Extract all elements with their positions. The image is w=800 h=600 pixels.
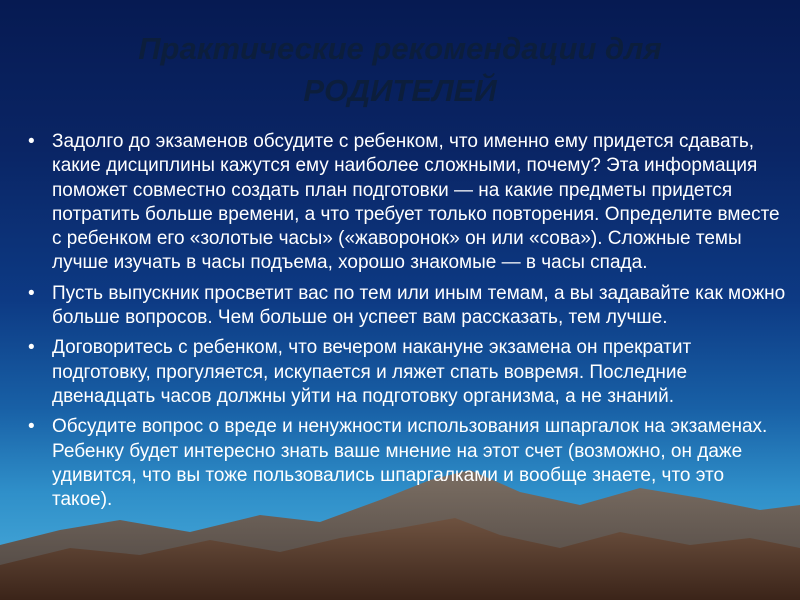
bullet-item-cheat-sheets bbox=[28, 415, 788, 512]
bullet-item-exam-discussion bbox=[28, 130, 788, 276]
bullet-text: Договоритесь с ребенком, что вечером накануне экзамена он прекратит подготовку, прогуляется, искупается и ляжет спать вовремя. Последние двенадцать часов должны уйти на подготовку организма, а не знаний. bbox=[52, 337, 692, 407]
bullet-icon: • bbox=[28, 131, 35, 152]
bullet-text: Пусть выпускник просветит вас по тем или иным темам, а вы задавайте как можно больше вопросов. Чем больше он успеет вам рассказать, тем лучше. bbox=[52, 282, 786, 329]
bullet-icon: • bbox=[28, 282, 35, 304]
bullet-item-ask-questions bbox=[28, 282, 788, 331]
bullet-item-rest-before-exam bbox=[28, 336, 788, 409]
title-line-1: Практические рекомендации для bbox=[138, 31, 662, 66]
bullet-list bbox=[28, 130, 788, 518]
title-line-2: РОДИТЕЛЕЙ bbox=[303, 73, 497, 108]
slide-title bbox=[0, 28, 800, 112]
bullet-text: Задолго до экзаменов обсудите с ребенком, что именно ему придется сдавать, какие дисциплины кажутся ему наиболее сложными, почему? Эта информация поможет совместно создать план подготовки — на какие предметы придется потратить больше времени, а что требует только повторения. Определите вместе с ребенком его «золотые часы» («жаворонок» он или «сова»). Сложные темы лучше изучать в часы подъема, хорошо знакомые — в часы спада. bbox=[52, 131, 780, 274]
bullet-icon: • bbox=[28, 337, 35, 359]
bullet-text: Обсудите вопрос о вреде и ненужности использования шпаргалок на экзаменах. Ребенку будет интересно знать ваше мнение на этот счет (возможно, он даже удивится, что вы тоже пользовались шпаргалками и вообще знаете, что это такое). bbox=[52, 416, 768, 511]
bullet-icon: • bbox=[28, 416, 35, 438]
